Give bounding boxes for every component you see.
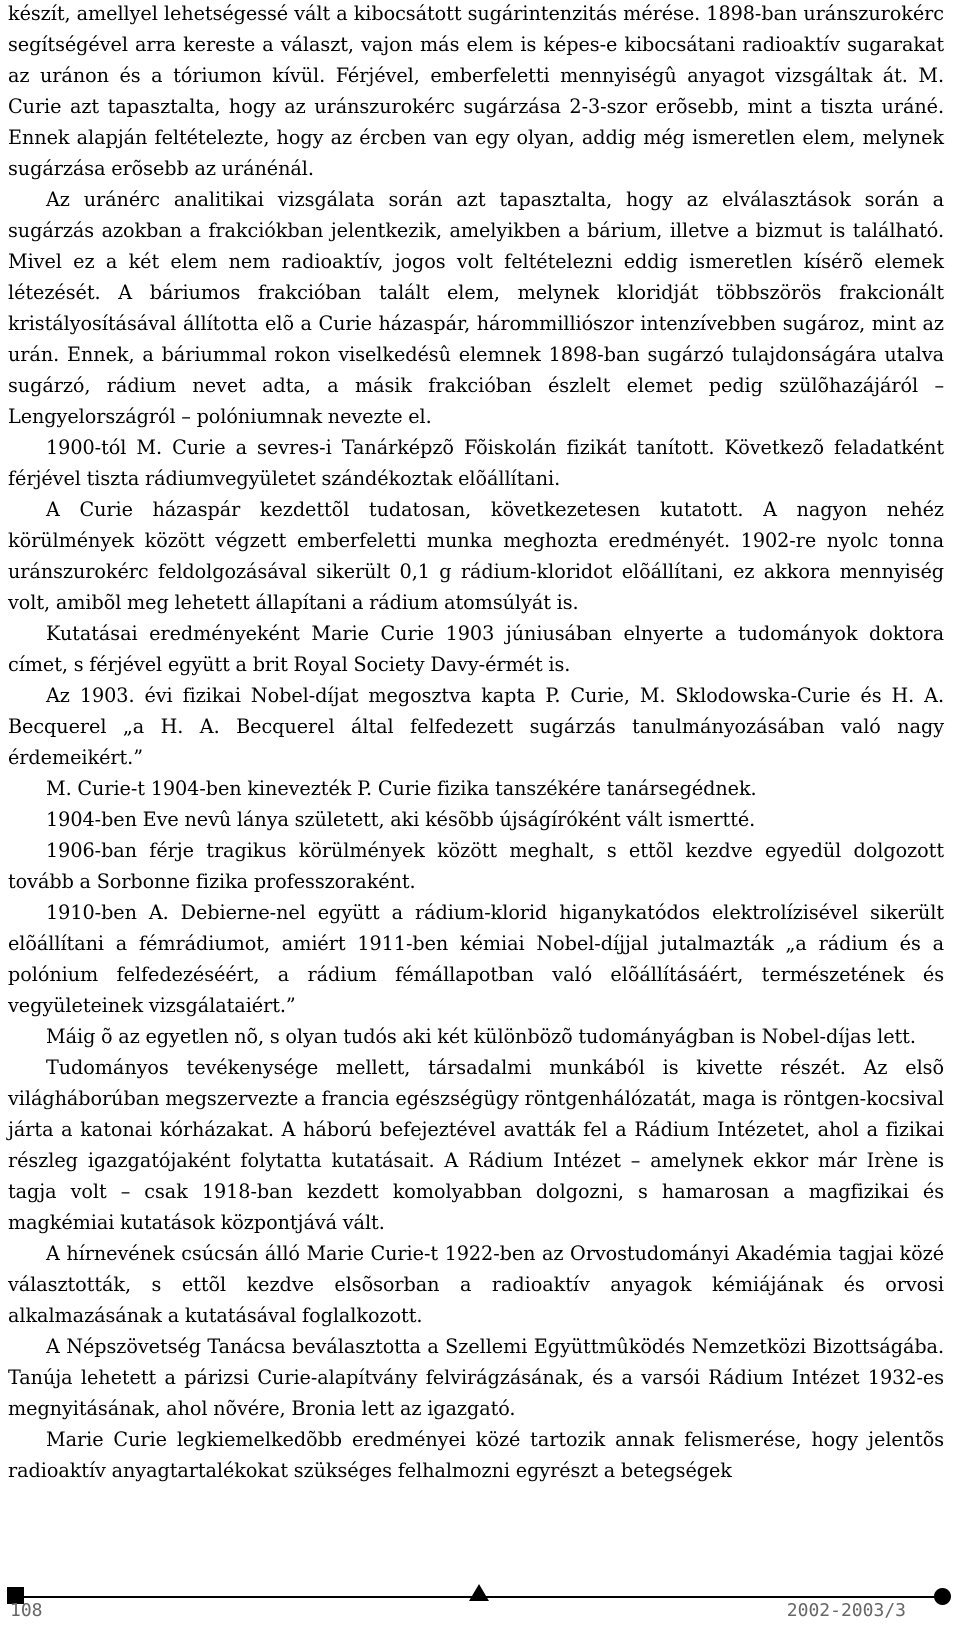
paragraph: Máig õ az egyetlen nõ, s olyan tudós aki két különbözõ tudományágban is Nobel-díjas lett. xyxy=(46,1025,916,1048)
paragraph: Tudományos tevékenysége mellett, társadalmi munkából is kivette részét. Az elsõ világháborúban megszervezte a francia egészségügy röntgenhálózatát, maga is röntgen-kocsival járta a katonai kórházakat. A háború befejeztével avatták fel a Rádium Intézetet, ahol a fizikai részleg igazgatójaként folytatta kutatásait. A Rádium Intézet – amelynek ekkor már Irène is tagja volt – csak 1918-ban kezdett komolyabban dolgozni, s hamarosan a magfizikai és magkémiai kutatások központjává vált. xyxy=(8,1056,944,1234)
page-footer xyxy=(0,1578,960,1625)
paragraph: M. Curie-t 1904-ben kinevezték P. Curie fizika tanszékére tanársegédnek. xyxy=(46,777,757,800)
paragraph: A hírnevének csúcsán álló Marie Curie-t 1922-ben az Orvostudományi Akadémia tagjai közé választották, s ettõl kezdve elsõsorban a radioaktív anyagok kémiájának és orvosi alkalmazásának a kutatásával foglalkozott. xyxy=(8,1242,944,1327)
paragraph: készít, amellyel lehetségessé vált a kibocsátott sugárintenzitás mérése. 1898-ban uránszurokérc segítségével arra kereste a választ, vajon más elem is képes-e kibocsátani radioaktív sugarakat az uránon és a tóriumon kívül. Férjével, emberfeletti mennyiségû anyagot vizsgáltak át. M. Curie azt tapasztalta, hogy az uránszurokérc sugárzása 2-3-szor erõsebb, mint a tiszta uráné. Ennek alapján feltételezte, hogy az ércben van egy olyan, addig még ismeretlen elem, melynek sugárzása erõsebb az uránénál. xyxy=(8,2,944,180)
article-body xyxy=(8,0,944,1486)
paragraph: 1904-ben Eve nevû lánya született, aki késõbb újságíróként vált ismertté. xyxy=(46,808,756,831)
paragraph: 1900-tól M. Curie a sevres-i Tanárképzõ Fõiskolán fizikát tanított. Következõ feladatként férjével tiszta rádiumvegyületet szándékoztak elõállítani. xyxy=(8,436,944,490)
page-number: 108 xyxy=(10,1600,43,1621)
triangle-marker-icon xyxy=(469,1584,489,1601)
paragraph: A Curie házaspár kezdettõl tudatosan, következetesen kutatott. A nagyon nehéz körülmények között végzett emberfeletti munka meghozta eredményét. 1902-re nyolc tonna uránszurokérc feldolgozásával sikerült 0,1 g rádium-kloridot elõállítani, ez akkora mennyiség volt, amibõl meg lehetett állapítani a rádium atomsúlyát is. xyxy=(8,498,944,614)
paragraph: 1910-ben A. Debierne-nel együtt a rádium-klorid higanykatódos elektrolízisével sikerült elõállítani a fémrádiumot, amiért 1911-ben kémiai Nobel-díjjal jutalmazták „a rádium és a polónium felfedezéséért, a rádium fémállapotban való elõállításáért, természetének és vegyületeinek vizsgálataiért.” xyxy=(8,901,944,1017)
issue-label: 2002-2003/3 xyxy=(786,1600,906,1621)
paragraph: Marie Curie legkiemelkedõbb eredményei közé tartozik annak felismerése, hogy jelentõs radioaktív anyagtartalékokat szükséges felhalmozni egyrészt a betegségek xyxy=(8,1428,944,1482)
paragraph: A Népszövetség Tanácsa beválasztotta a Szellemi Együttmûködés Nemzetközi Bizottságába. Tanúja lehetett a párizsi Curie-alapítvány felvirágzásának, és a varsói Rádium Intézet 1932-es megnyitásának, ahol nõvére, Bronia lett az igazgató. xyxy=(8,1335,944,1420)
paragraph: Az 1903. évi fizikai Nobel-díjat megosztva kapta P. Curie, M. Sklodowska-Curie és H. A. Becquerel „a H. A. Becquerel által felfedezett sugárzás tanulmányozásában való nagy érdemeikért.” xyxy=(8,684,944,769)
circle-marker-icon xyxy=(934,1588,951,1605)
paragraph: Az uránérc analitikai vizsgálata során azt tapasztalta, hogy az elválasztások során a sugárzás azokban a frakciókban jelentkezik, amelyikben a bárium, illetve a bizmut is található. Mivel ez a két elem nem radioaktív, jogos volt feltételezni eddig ismeretlen kísérõ elemek létezését. A báriumos frakcióban talált elem, melynek kloridját többszörös frakcionált kristályosításával állította elõ a Curie házaspár, hárommilliószor intenzívebben sugároz, mint az urán. Ennek, a báriummal rokon viselkedésû elemnek 1898-ban sugárzó tulajdonságára utalva sugárzó, rádium nevet adta, a másik frakcióban észlelt elemet pedig szülõhazájáról – Lengyelországról – polóniumnak nevezte el. xyxy=(8,188,944,428)
paragraph: 1906-ban férje tragikus körülmények között meghalt, s ettõl kezdve egyedül dolgozott tovább a Sorbonne fizika professzoraként. xyxy=(8,839,944,893)
paragraph: Kutatásai eredményeként Marie Curie 1903 júniusában elnyerte a tudományok doktora címet, s férjével együtt a brit Royal Society Davy-érmét is. xyxy=(8,622,944,676)
